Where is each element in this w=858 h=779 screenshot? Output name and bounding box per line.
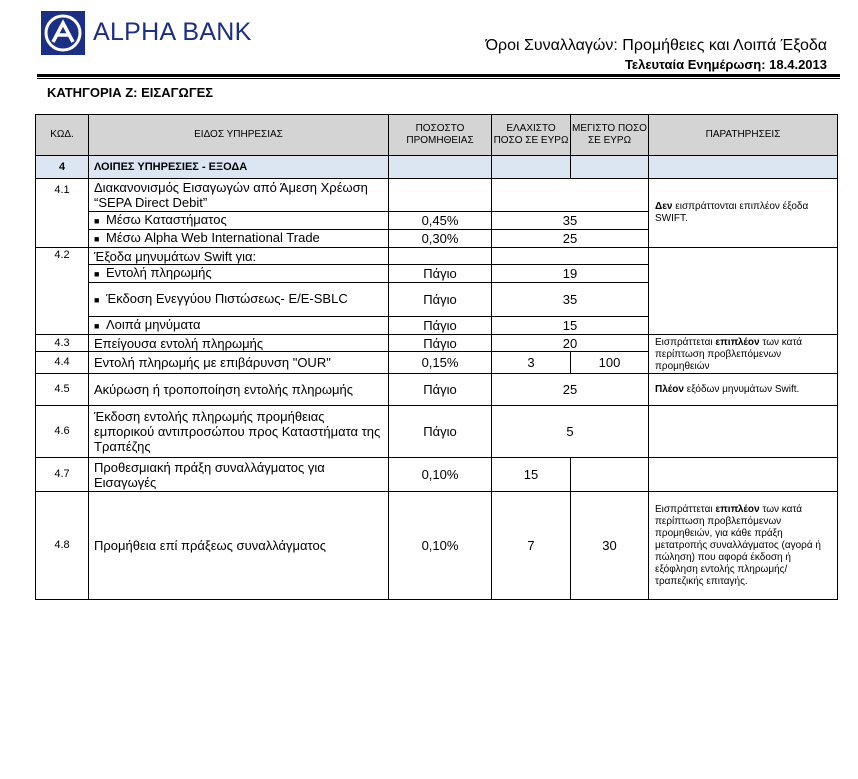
- row-subitem: ■ Λοιπά μηνύματα: [89, 317, 389, 335]
- table-row: [36, 248, 838, 265]
- row-max: 30: [571, 492, 649, 600]
- header-rule: [37, 74, 840, 77]
- section-code: 4: [36, 156, 89, 179]
- category-heading: ΚΑΤΗΓΟΡΙΑ Ζ: ΕΙΣΑΓΩΓΕΣ: [47, 85, 214, 100]
- row-amount: 35: [492, 283, 649, 317]
- row-rate: 0,10%: [389, 492, 492, 600]
- row-amount: 25: [492, 374, 649, 406]
- column-header-notes: ΠΑΡΑΤΗΡΗΣΕΙΣ: [649, 115, 838, 156]
- table-row: [36, 406, 838, 458]
- row-min: 3: [492, 352, 571, 374]
- table-row: [36, 458, 838, 492]
- row-description: Ακύρωση ή τροποποίηση εντολής πληρωμής: [89, 374, 389, 406]
- table-header-row: [36, 115, 838, 156]
- row-subitem: ■ Εντολή πληρωμής: [89, 265, 389, 283]
- brand-name: ALPHA BANK: [93, 18, 252, 46]
- row-rate: 0,30%: [389, 230, 492, 248]
- column-header-service: ΕΙΔΟΣ ΥΠΗΡΕΣΙΑΣ: [89, 115, 389, 156]
- section-title: ΛΟΙΠΕΣ ΥΠΗΡΕΣΙΕΣ - ΕΞΟΔΑ: [89, 156, 389, 179]
- row-rate: 0,45%: [389, 212, 492, 230]
- column-header-min: ΕΛΑΧΙΣΤΟ ΠΟΣΟ ΣΕ ΕΥΡΩ: [492, 115, 571, 156]
- row-code: 4.8: [36, 492, 89, 600]
- row-min: 15: [492, 458, 571, 492]
- row-subitem: ■ Μέσω Καταστήματος: [89, 212, 389, 230]
- row-amount: 15: [492, 317, 649, 335]
- row-rate: Πάγιο: [389, 374, 492, 406]
- table-row: [36, 374, 838, 406]
- row-max: 100: [571, 352, 649, 374]
- section-row: [36, 156, 838, 179]
- row-code: 4.3: [36, 335, 89, 352]
- last-update: Τελευταία Ενημέρωση: 18.4.2013: [624, 57, 827, 72]
- row-rate: Πάγιο: [389, 283, 492, 317]
- column-header-max: ΜΕΓΙΣΤΟ ΠΟΣΟ ΣΕ ΕΥΡΩ: [571, 115, 649, 156]
- table-row: [36, 492, 838, 600]
- row-description: Έξοδα μηνυμάτων Swift για:: [89, 248, 389, 265]
- row-subitem: ■ Μέσω Alpha Web International Trade: [89, 230, 389, 248]
- row-rate: Πάγιο: [389, 406, 492, 458]
- row-rate: 0,10%: [389, 458, 492, 492]
- row-amount: 5: [492, 406, 649, 458]
- row-description: Εντολή πληρωμής με επιβάρυνση "OUR": [89, 352, 389, 374]
- row-code: 4.7: [36, 458, 89, 492]
- row-notes: Πλέον εξόδων μηνυμάτων Swift.: [649, 374, 838, 406]
- table-row: [36, 179, 838, 212]
- row-amount: 25: [492, 230, 649, 248]
- row-code: 4.2: [36, 248, 89, 265]
- row-code: 4.5: [36, 374, 89, 406]
- row-code: 4.1: [36, 179, 89, 212]
- row-amount: 19: [492, 265, 649, 283]
- row-rate: 0,15%: [389, 352, 492, 374]
- header-rule-thin: [37, 78, 840, 79]
- row-notes: Δεν εισπράττονται επιπλέον έξοδα SWIFT.: [649, 179, 838, 248]
- row-rate: Πάγιο: [389, 265, 492, 283]
- table-row: [36, 335, 838, 352]
- column-header-code: ΚΩΔ.: [36, 115, 89, 156]
- row-description: Προθεσμιακή πράξη συναλλάγματος για Εισαγωγές: [89, 458, 389, 492]
- row-code: 4.4: [36, 352, 89, 374]
- alpha-logo-icon: [41, 11, 85, 55]
- row-amount: 20: [492, 335, 649, 352]
- fees-table: [35, 114, 838, 600]
- row-notes: Εισπράττεται επιπλέον των κατά περίπτωση προβλεπόμενων προμηθειών, για κάθε πράξη μετατροπής συναλλάγματος (αγορά ή πώληση) που αφορά έκδοση ή εξόφληση εντολής πληρωμής/τραπεζικής επιταγής.: [649, 492, 838, 600]
- row-amount: 35: [492, 212, 649, 230]
- alpha-bank-logo: [41, 11, 85, 55]
- row-rate: Πάγιο: [389, 335, 492, 352]
- row-rate: Πάγιο: [389, 317, 492, 335]
- row-description: Έκδοση εντολής πληρωμής προμήθειας εμπορικού αντιπροσώπου προς Καταστήματα της Τραπέζης: [89, 406, 389, 458]
- row-notes: Εισπράττεται επιπλέον των κατά περίπτωση προβλεπόμενων προμηθειών: [649, 335, 838, 374]
- row-description: Διακανονισμός Εισαγωγών από Άμεση Χρέωση “SEPA Direct Debit”: [89, 179, 389, 212]
- row-description: Επείγουσα εντολή πληρωμής: [89, 335, 389, 352]
- row-description: Προμήθεια επί πράξεως συναλλάγματος: [89, 492, 389, 600]
- document-title: Όροι Συναλλαγών: Προμήθειες και Λοιπά Έξοδα: [485, 37, 827, 54]
- column-header-rate: ΠΟΣΟΣΤΟ ΠΡΟΜΗΘΕΙΑΣ: [389, 115, 492, 156]
- row-min: 7: [492, 492, 571, 600]
- row-subitem: ■ Έκδοση Ενεγγύου Πιστώσεως- Ε/Ε-SBLC: [89, 283, 389, 317]
- row-code: 4.6: [36, 406, 89, 458]
